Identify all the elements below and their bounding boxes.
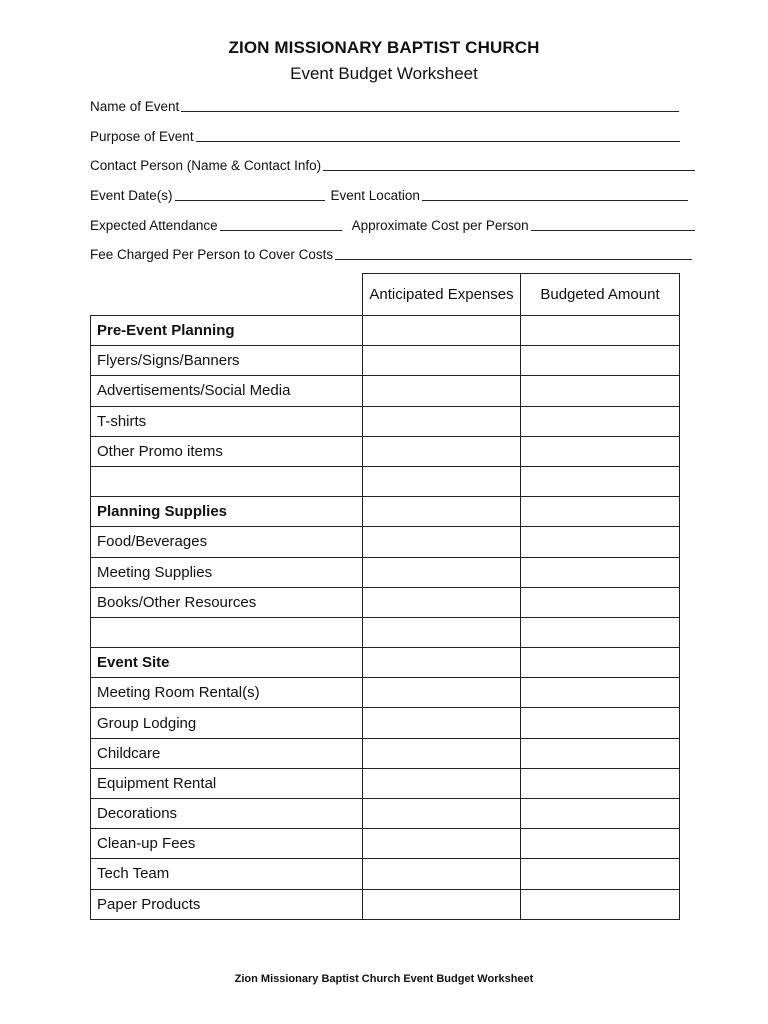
table-header-row: [91, 274, 680, 316]
budgeted-amount-cell[interactable]: [521, 527, 680, 557]
budgeted-amount-cell[interactable]: [521, 889, 680, 919]
budgeted-amount-cell[interactable]: [521, 557, 680, 587]
name-of-event-blank[interactable]: [181, 97, 679, 112]
anticipated-expenses-cell[interactable]: [363, 829, 521, 859]
item-label-cell: T-shirts: [91, 406, 363, 436]
item-label-cell: Books/Other Resources: [91, 587, 363, 617]
purpose-of-event-label: Purpose of Event: [90, 129, 194, 144]
budgeted-amount-cell[interactable]: [521, 406, 680, 436]
anticipated-expenses-cell[interactable]: [363, 527, 521, 557]
anticipated-expenses-cell[interactable]: [363, 889, 521, 919]
anticipated-expenses-cell[interactable]: [363, 316, 521, 346]
anticipated-expenses-cell[interactable]: [363, 648, 521, 678]
table-row: [91, 829, 680, 859]
page-footer: Zion Missionary Baptist Church Event Budget Worksheet: [234, 973, 534, 985]
budgeted-amount-cell[interactable]: [521, 738, 680, 768]
budget-table: [90, 273, 680, 920]
contact-person-field: [90, 155, 695, 173]
anticipated-expenses-cell[interactable]: [363, 406, 521, 436]
budgeted-amount-cell[interactable]: [521, 466, 680, 496]
attendance-cost-field: [90, 215, 695, 233]
table-row: [91, 708, 680, 738]
fee-charged-field: [90, 244, 692, 262]
contact-person-label: Contact Person (Name & Contact Info): [90, 158, 322, 173]
budgeted-amount-cell[interactable]: [521, 346, 680, 376]
event-dates-location-field: [90, 185, 688, 203]
table-row: [91, 889, 680, 919]
contact-person-blank[interactable]: [323, 156, 695, 171]
section-label-cell: Pre-Event Planning: [91, 316, 363, 346]
table-row: [91, 859, 680, 889]
anticipated-expenses-cell[interactable]: [363, 859, 521, 889]
item-label-cell: Meeting Room Rental(s): [91, 678, 363, 708]
event-dates-label: Event Date(s): [90, 188, 173, 203]
anticipated-expenses-cell[interactable]: [363, 617, 521, 647]
item-label-cell: Clean-up Fees: [91, 829, 363, 859]
budgeted-amount-cell[interactable]: [521, 376, 680, 406]
anticipated-expenses-cell[interactable]: [363, 799, 521, 829]
item-label-cell: Food/Beverages: [91, 527, 363, 557]
table-row: [91, 768, 680, 798]
table-row: [91, 497, 680, 527]
item-label-cell: [91, 466, 363, 496]
anticipated-expenses-cell[interactable]: [363, 557, 521, 587]
expected-attendance-blank[interactable]: [220, 216, 342, 231]
anticipated-expenses-cell[interactable]: [363, 346, 521, 376]
column-header-budgeted-amount: Budgeted Amount: [521, 274, 680, 316]
document-subtitle: Event Budget Worksheet: [290, 64, 478, 83]
item-label-cell: Advertisements/Social Media: [91, 376, 363, 406]
item-label-cell: [91, 617, 363, 647]
anticipated-expenses-cell[interactable]: [363, 436, 521, 466]
budgeted-amount-cell[interactable]: [521, 678, 680, 708]
column-header-anticipated-expenses: Anticipated Expenses: [363, 274, 521, 316]
anticipated-expenses-cell[interactable]: [363, 587, 521, 617]
table-row: [91, 557, 680, 587]
table-row: [91, 617, 680, 647]
table-row: [91, 678, 680, 708]
anticipated-expenses-cell[interactable]: [363, 738, 521, 768]
budgeted-amount-cell[interactable]: [521, 799, 680, 829]
anticipated-expenses-cell[interactable]: [363, 768, 521, 798]
anticipated-expenses-cell[interactable]: [363, 466, 521, 496]
item-label-cell: Paper Products: [91, 889, 363, 919]
event-location-blank[interactable]: [422, 186, 688, 201]
expected-attendance-label: Expected Attendance: [90, 218, 218, 233]
fee-charged-blank[interactable]: [335, 245, 692, 260]
document-title: ZION MISSIONARY BAPTIST CHURCH: [228, 38, 540, 57]
item-label-cell: Decorations: [91, 799, 363, 829]
section-label-cell: Event Site: [91, 648, 363, 678]
purpose-of-event-field: [90, 126, 680, 144]
section-label-cell: Planning Supplies: [91, 497, 363, 527]
name-of-event-field: [90, 96, 679, 114]
anticipated-expenses-cell[interactable]: [363, 708, 521, 738]
event-location-label: Event Location: [330, 188, 420, 203]
anticipated-expenses-cell[interactable]: [363, 678, 521, 708]
table-row: [91, 436, 680, 466]
purpose-of-event-blank[interactable]: [196, 127, 680, 142]
item-label-cell: Tech Team: [91, 859, 363, 889]
item-label-cell: Other Promo items: [91, 436, 363, 466]
header-empty-cell: [91, 274, 363, 316]
item-label-cell: Group Lodging: [91, 708, 363, 738]
budgeted-amount-cell[interactable]: [521, 436, 680, 466]
budgeted-amount-cell[interactable]: [521, 708, 680, 738]
approx-cost-label: Approximate Cost per Person: [351, 218, 529, 233]
budgeted-amount-cell[interactable]: [521, 617, 680, 647]
item-label-cell: Equipment Rental: [91, 768, 363, 798]
table-row: [91, 466, 680, 496]
table-row: [91, 738, 680, 768]
table-row: [91, 406, 680, 436]
approx-cost-blank[interactable]: [531, 216, 695, 231]
name-of-event-label: Name of Event: [90, 99, 180, 114]
table-row: [91, 799, 680, 829]
budgeted-amount-cell[interactable]: [521, 859, 680, 889]
item-label-cell: Flyers/Signs/Banners: [91, 346, 363, 376]
table-row: [91, 316, 680, 346]
event-dates-blank[interactable]: [175, 186, 325, 201]
budgeted-amount-cell[interactable]: [521, 829, 680, 859]
budgeted-amount-cell[interactable]: [521, 648, 680, 678]
budgeted-amount-cell[interactable]: [521, 768, 680, 798]
anticipated-expenses-cell[interactable]: [363, 497, 521, 527]
item-label-cell: Meeting Supplies: [91, 557, 363, 587]
item-label-cell: Childcare: [91, 738, 363, 768]
budgeted-amount-cell[interactable]: [521, 316, 680, 346]
table-row: [91, 527, 680, 557]
fee-charged-label: Fee Charged Per Person to Cover Costs: [90, 247, 334, 262]
table-row: [91, 587, 680, 617]
budgeted-amount-cell[interactable]: [521, 587, 680, 617]
table-row: [91, 346, 680, 376]
budgeted-amount-cell[interactable]: [521, 497, 680, 527]
anticipated-expenses-cell[interactable]: [363, 376, 521, 406]
table-row: [91, 376, 680, 406]
table-row: [91, 648, 680, 678]
